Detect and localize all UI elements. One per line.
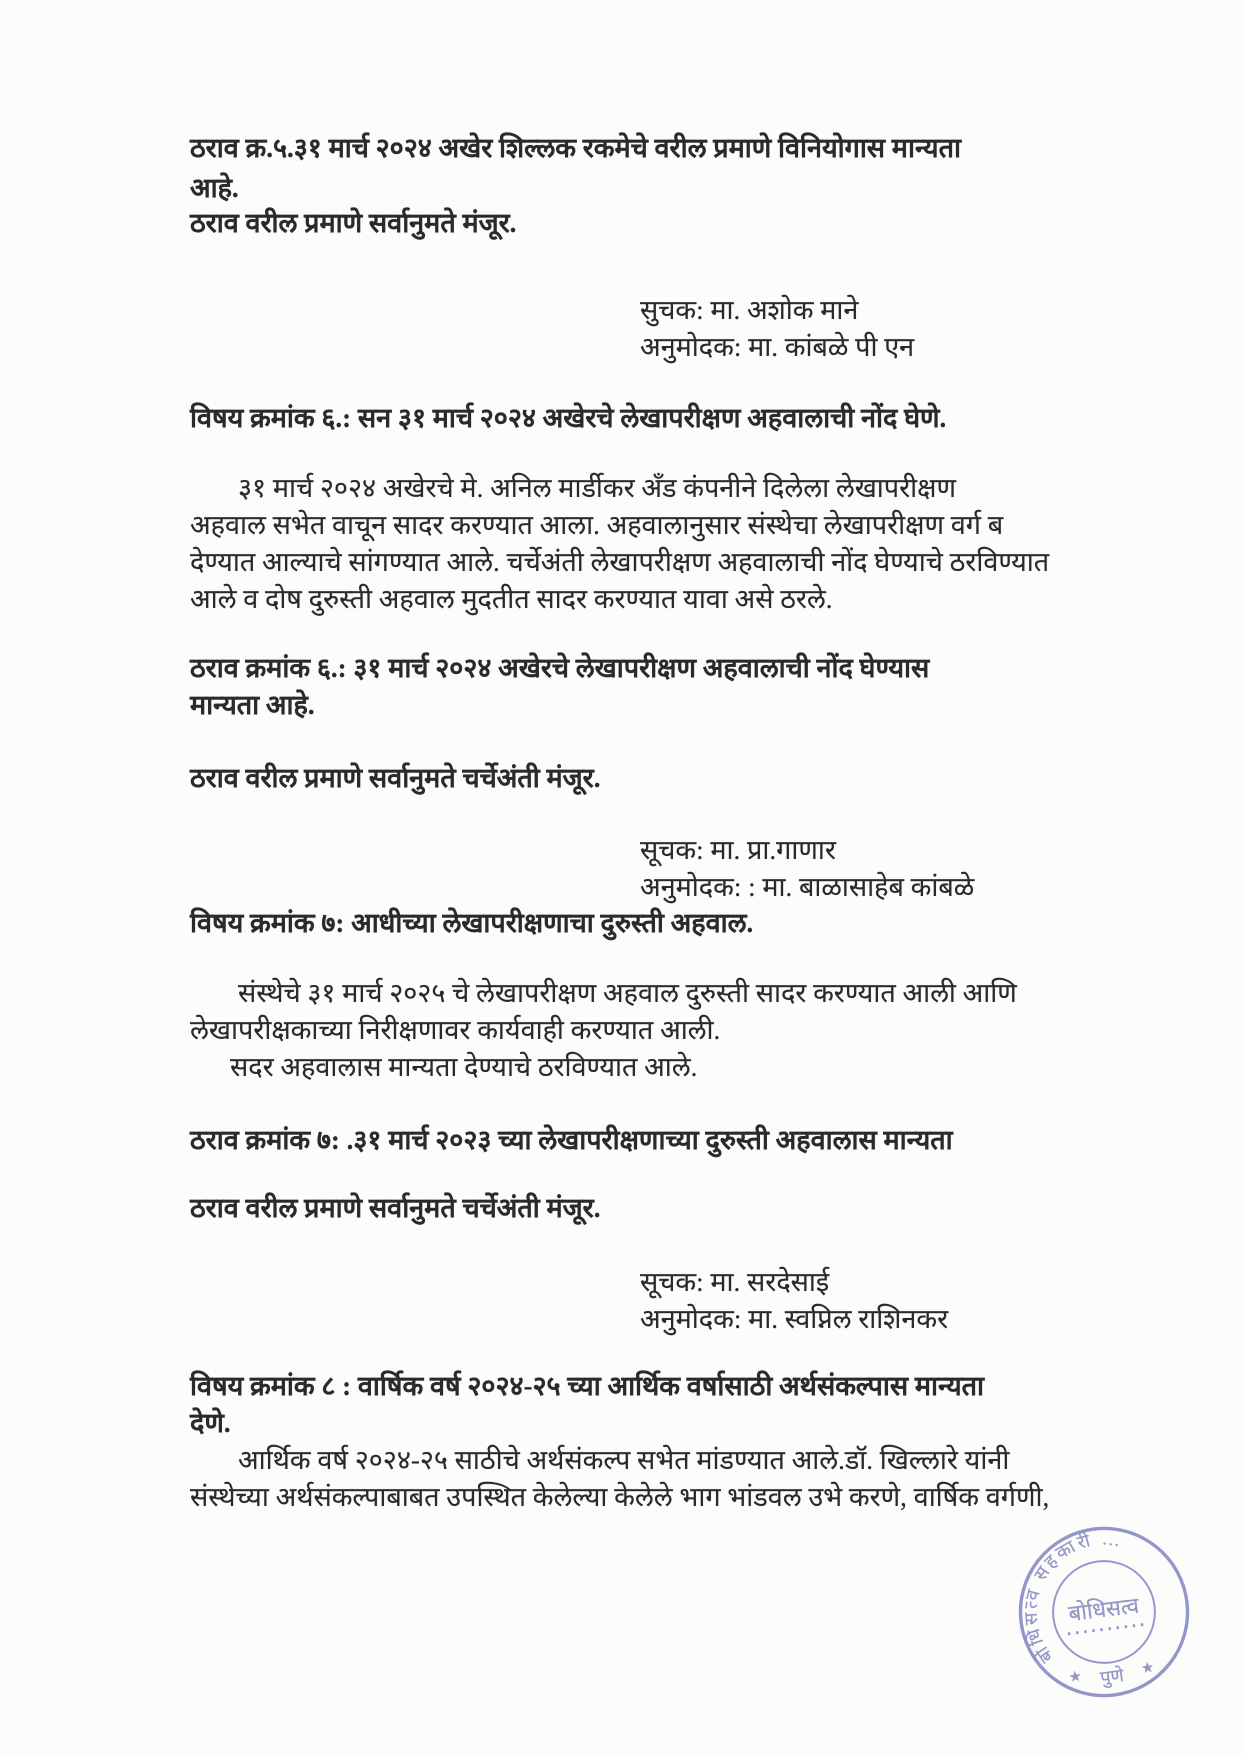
resolution-7: ठराव क्रमांक ७: .३१ मार्च २०२३ च्या लेखापरीक्षणाच्या दुरुस्ती अहवालास मान्यता <box>190 1125 953 1155</box>
movers-block-1 <box>640 292 1160 366</box>
subject-6-body-line-2: अहवाल सभेत वाचून सादर करण्यात आला. अहवालानुसार संस्थेचा लेखापरीक्षण वर्ग ब <box>190 510 1004 540</box>
stamp-ring-text: बोधिसत्व सहकारी … <box>1020 1528 1125 1667</box>
stamp-dotted-line <box>1068 1624 1144 1633</box>
resolution-5-line-2: आहे. <box>190 173 239 203</box>
subject-8-body <box>190 1442 1050 1516</box>
resolution-6 <box>190 650 1050 724</box>
subject-8-body-line-2: संस्थेच्या अर्थसंकल्पाबाबत उपस्थित केलेल्या केलेले भाग भांडवल उभे करणे, वार्षिक वर्गणी, <box>190 1482 1050 1512</box>
subject-6-body-line-3: देण्यात आल्याचे सांगण्यात आले. चर्चेअंती लेखापरीक्षण अहवालाची नोंद घेण्याचे ठरविण्यात <box>190 547 1050 577</box>
seconder-3: अनुमोदक: मा. स्वप्निल राशिनकर <box>640 1304 949 1334</box>
subject-7-body-line-1: संस्थेचे ३१ मार्च २०२५ चे लेखापरीक्षण अहवाल दुरुस्ती सादर करण्यात आली आणि <box>238 978 1017 1008</box>
subject-8-heading-line-1: विषय क्रमांक ८ : वार्षिक वर्ष २०२४-२५ च्या आर्थिक वर्षासाठी अर्थसंकल्पास मान्यता <box>190 1371 984 1401</box>
resolution-5-approval: ठराव वरील प्रमाणे सर्वानुमते मंजूर. <box>190 208 517 238</box>
subject-7-body-line-3: सदर अहवालास मान्यता देण्याचे ठरविण्यात आले. <box>230 1052 698 1082</box>
subject-7-body-line-2: लेखापरीक्षकाच्या निरीक्षणावर कार्यवाही करण्यात आली. <box>190 1015 721 1045</box>
round-ink-stamp <box>997 1505 1211 1719</box>
resolution-5 <box>190 128 1050 208</box>
subject-6-heading: विषय क्रमांक ६.: सन ३१ मार्च २०२४ अखेरचे लेखापरीक्षण अहवालाची नोंद घेणे. <box>190 403 947 433</box>
resolution-7-approval: ठराव वरील प्रमाणे सर्वानुमते चर्चेअंती मंजूर. <box>190 1193 601 1223</box>
resolution-6-line-1: ठराव क्रमांक ६.: ३१ मार्च २०२४ अखेरचे लेखापरीक्षण अहवालाची नोंद घेण्यास <box>190 653 930 683</box>
subject-8-body-line-1: आर्थिक वर्ष २०२४-२५ साठीचे अर्थसंकल्प सभेत मांडण्यात आले.डॉ. खिल्लारे यांनी <box>238 1445 1010 1475</box>
proposer-2: सूचक: मा. प्रा.गाणार <box>640 835 836 865</box>
stamp-city-text: पुणे <box>1099 1665 1125 1688</box>
stamp-star-left-icon: ★ <box>1067 1668 1083 1686</box>
stamp-center-text: बोधिसत्व <box>1067 1592 1141 1627</box>
stamp-star-right-icon: ★ <box>1140 1659 1156 1678</box>
resolution-6-line-2: मान्यता आहे. <box>190 690 315 720</box>
seconder-2: अनुमोदक: : मा. बाळासाहेब कांबळे <box>640 872 975 902</box>
proposer-3: सूचक: मा. सरदेसाई <box>640 1267 830 1297</box>
subject-8-heading-line-2: देणे. <box>190 1408 231 1438</box>
proposer-1: सुचक: मा. अशोक माने <box>640 295 859 325</box>
subject-8-heading <box>190 1368 1050 1442</box>
subject-6-body <box>190 470 1050 618</box>
movers-block-2 <box>640 832 1160 906</box>
seconder-1: अनुमोदक: मा. कांबळे पी एन <box>640 332 915 362</box>
movers-block-3 <box>640 1264 1160 1338</box>
subject-6-body-line-1: ३१ मार्च २०२४ अखेरचे मे. अनिल मार्डीकर अँड कंपनीने दिलेला लेखापरीक्षण <box>238 473 957 503</box>
subject-6-body-line-4: आले व दोष दुरुस्ती अहवाल मुदतीत सादर करण्यात यावा असे ठरले. <box>190 584 833 614</box>
resolution-6-approval: ठराव वरील प्रमाणे सर्वानुमते चर्चेअंती मंजूर. <box>190 763 601 793</box>
resolution-5-line-1: ठराव क्र.५.३१ मार्च २०२४ अखेर शिल्लक रकमेचे वरील प्रमाणे विनियोगास मान्यता <box>190 133 961 163</box>
subject-7-heading: विषय क्रमांक ७: आधीच्या लेखापरीक्षणाचा दुरुस्ती अहवाल. <box>190 908 754 938</box>
stamp-graphic <box>997 1505 1211 1719</box>
subject-7-body <box>190 975 1050 1086</box>
